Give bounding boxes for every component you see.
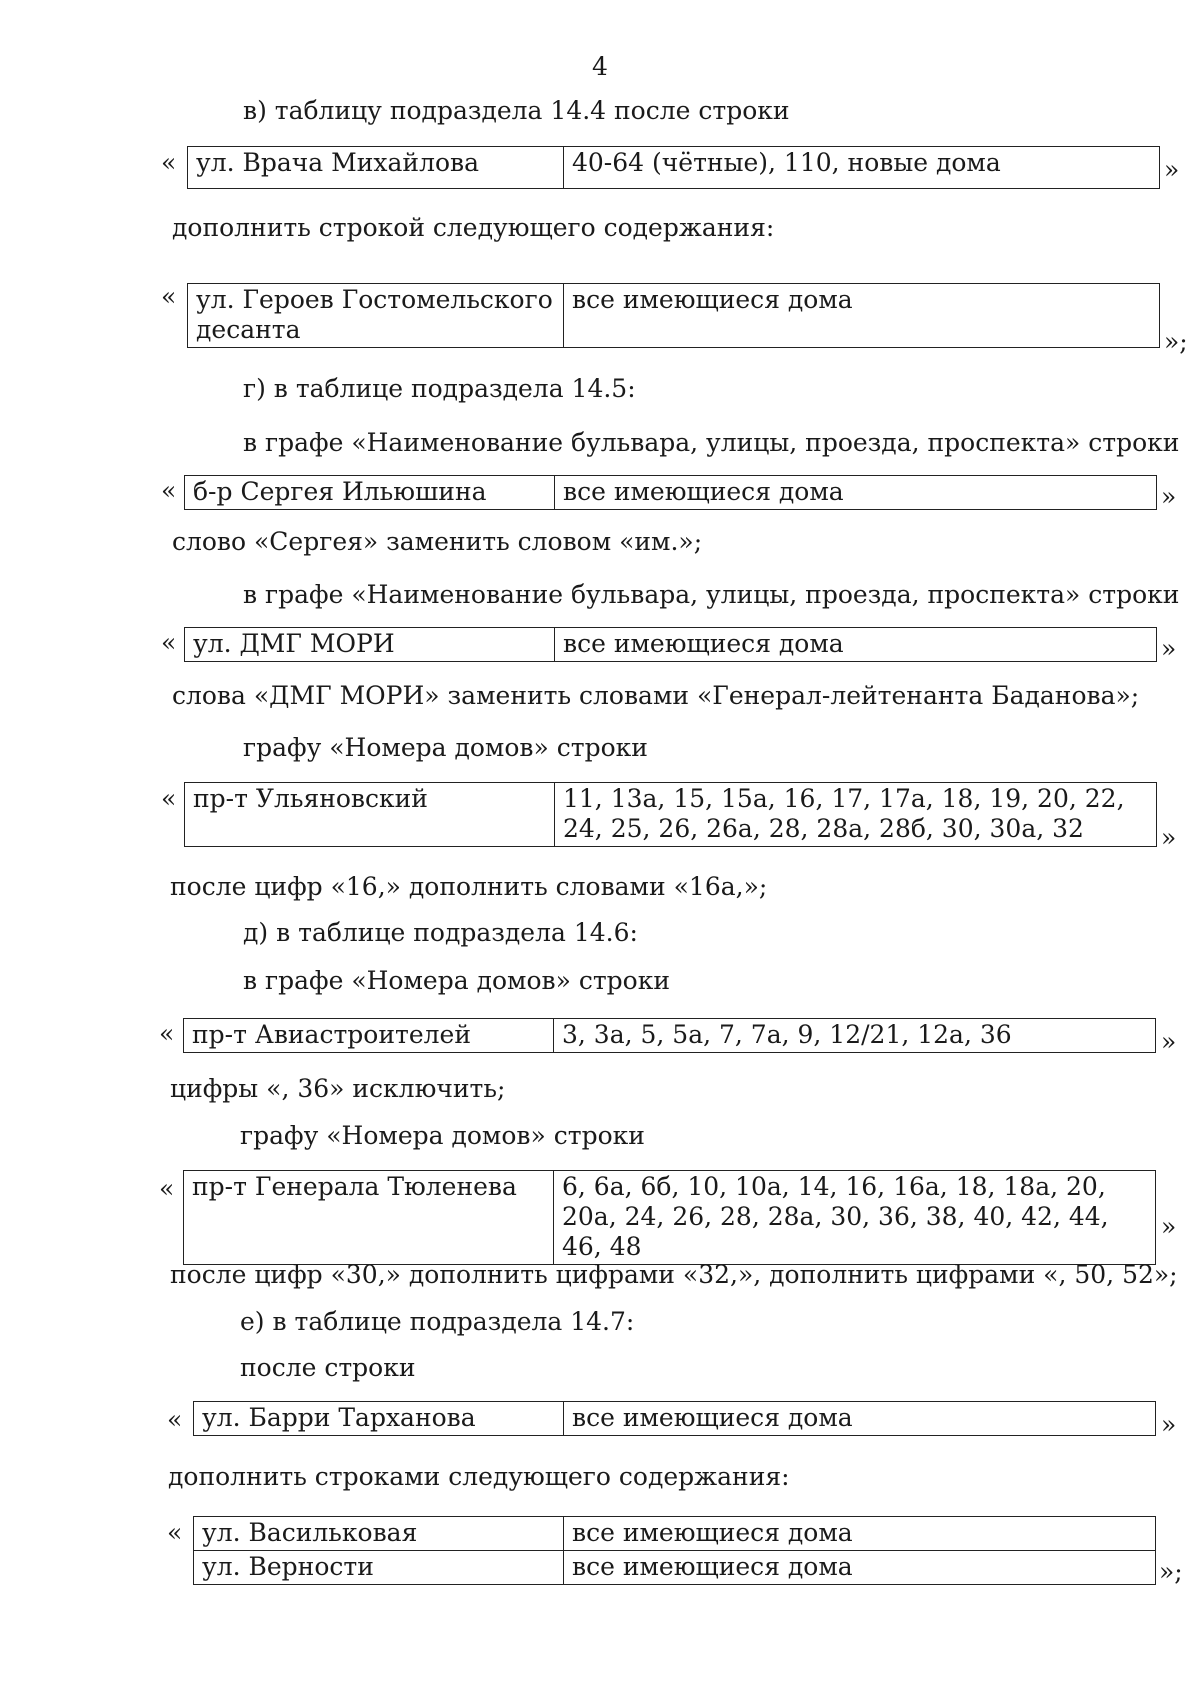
table-row xyxy=(185,628,1157,662)
section-v-intro: в) таблицу подраздела 14.4 после строки xyxy=(243,96,790,125)
close-quote: » xyxy=(1161,482,1177,511)
street-cell: пр-т Генерала Тюленева xyxy=(184,1171,554,1265)
open-quote: « xyxy=(161,628,177,657)
cite-table-d1 xyxy=(183,1018,1156,1053)
open-quote: « xyxy=(159,1019,175,1048)
street-cell: ул. Героев Гостомельского десанта xyxy=(188,284,564,348)
section-v-add-text: дополнить строкой следующего содержания: xyxy=(172,213,775,242)
close-quote: »; xyxy=(1159,1557,1183,1586)
table-row xyxy=(185,783,1157,847)
houses-cell: все имеющиеся дома xyxy=(555,476,1157,510)
table-row xyxy=(184,1019,1156,1053)
open-quote: « xyxy=(161,476,177,505)
open-quote: « xyxy=(161,282,177,311)
section-g-intro: г) в таблице подраздела 14.5: xyxy=(243,374,636,403)
section-d-lead-2: графу «Номера домов» строки xyxy=(240,1121,645,1150)
open-quote: « xyxy=(161,784,177,813)
houses-cell: 6, 6а, 6б, 10, 10а, 14, 16, 16а, 18, 18а, 20, 20а, 24, 26, 28, 28а, 30, 36, 38, 40, 42, 44, 46, 48 xyxy=(554,1171,1156,1265)
houses-cell: 3, 3а, 5, 5а, 7, 7а, 9, 12/21, 12а, 36 xyxy=(554,1019,1156,1053)
street-cell: ул. Верности xyxy=(194,1551,564,1585)
street-cell: пр-т Авиастроителей xyxy=(184,1019,554,1053)
cite-table-e2 xyxy=(193,1516,1156,1585)
street-cell: ул. ДМГ МОРИ xyxy=(185,628,555,662)
street-cell: ул. Васильковая xyxy=(194,1517,564,1551)
houses-cell: все имеющиеся дома xyxy=(564,1402,1156,1436)
houses-cell: все имеющиеся дома xyxy=(564,284,1160,348)
houses-cell: все имеющиеся дома xyxy=(555,628,1157,662)
section-g-lead-3: графу «Номера домов» строки xyxy=(243,733,648,762)
section-d-intro: д) в таблице подраздела 14.6: xyxy=(243,918,638,947)
section-d-lead-1: в графе «Номера домов» строки xyxy=(243,966,671,995)
table-row xyxy=(188,284,1160,348)
section-e-intro: е) в таблице подраздела 14.7: xyxy=(240,1307,635,1336)
street-cell: ул. Барри Тарханова xyxy=(194,1402,564,1436)
section-g-lead-2: в графе «Наименование бульвара, улицы, проезда, проспекта» строки xyxy=(243,580,1180,609)
close-quote: » xyxy=(1161,1410,1177,1439)
open-quote: « xyxy=(167,1405,183,1434)
section-d-action-1: цифры «, 36» исключить; xyxy=(170,1074,506,1103)
table-row xyxy=(188,147,1160,189)
cite-table-g2 xyxy=(184,627,1157,662)
cite-table-g3 xyxy=(184,782,1157,847)
open-quote: « xyxy=(159,1174,175,1203)
street-cell: ул. Врача Михайлова xyxy=(188,147,564,189)
close-quote: » xyxy=(1161,1212,1177,1241)
table-row xyxy=(194,1551,1156,1585)
close-quote: » xyxy=(1161,634,1177,663)
section-g-action-2: слова «ДМГ МОРИ» заменить словами «Генерал-лейтенанта Баданова»; xyxy=(172,681,1140,710)
table-row xyxy=(185,476,1157,510)
close-quote: » xyxy=(1161,1027,1177,1056)
cite-table-v1 xyxy=(187,146,1160,189)
close-quote: » xyxy=(1161,823,1177,852)
section-g-lead-1: в графе «Наименование бульвара, улицы, проезда, проспекта» строки xyxy=(243,428,1180,457)
section-d-action-2: после цифр «30,» дополнить цифрами «32,», дополнить цифрами «, 50, 52»; xyxy=(170,1260,1178,1289)
section-g-action-1: слово «Сергея» заменить словом «им.»; xyxy=(172,527,703,556)
cite-table-v2 xyxy=(187,283,1160,348)
cite-table-d2 xyxy=(183,1170,1156,1265)
houses-cell: 11, 13а, 15, 15а, 16, 17, 17а, 18, 19, 20, 22, 24, 25, 26, 26а, 28, 28а, 28б, 30, 30а, 32 xyxy=(555,783,1157,847)
street-cell: б-р Сергея Ильюшина xyxy=(185,476,555,510)
open-quote: « xyxy=(167,1518,183,1547)
table-row xyxy=(184,1171,1156,1265)
street-cell: пр-т Ульяновский xyxy=(185,783,555,847)
cite-table-g1 xyxy=(184,475,1157,510)
table-row xyxy=(194,1402,1156,1436)
section-g-action-3: после цифр «16,» дополнить словами «16а,»; xyxy=(170,872,768,901)
table-row xyxy=(194,1517,1156,1551)
open-quote: « xyxy=(161,148,177,177)
close-quote: »; xyxy=(1164,327,1188,356)
houses-cell: 40-64 (чётные), 110, новые дома xyxy=(564,147,1160,189)
page-number: 4 xyxy=(592,52,608,81)
section-e-add-text: дополнить строками следующего содержания: xyxy=(168,1462,790,1491)
cite-table-e1 xyxy=(193,1401,1156,1436)
houses-cell: все имеющиеся дома xyxy=(564,1517,1156,1551)
close-quote: » xyxy=(1164,155,1180,184)
houses-cell: все имеющиеся дома xyxy=(564,1551,1156,1585)
section-e-lead: после строки xyxy=(240,1353,416,1382)
